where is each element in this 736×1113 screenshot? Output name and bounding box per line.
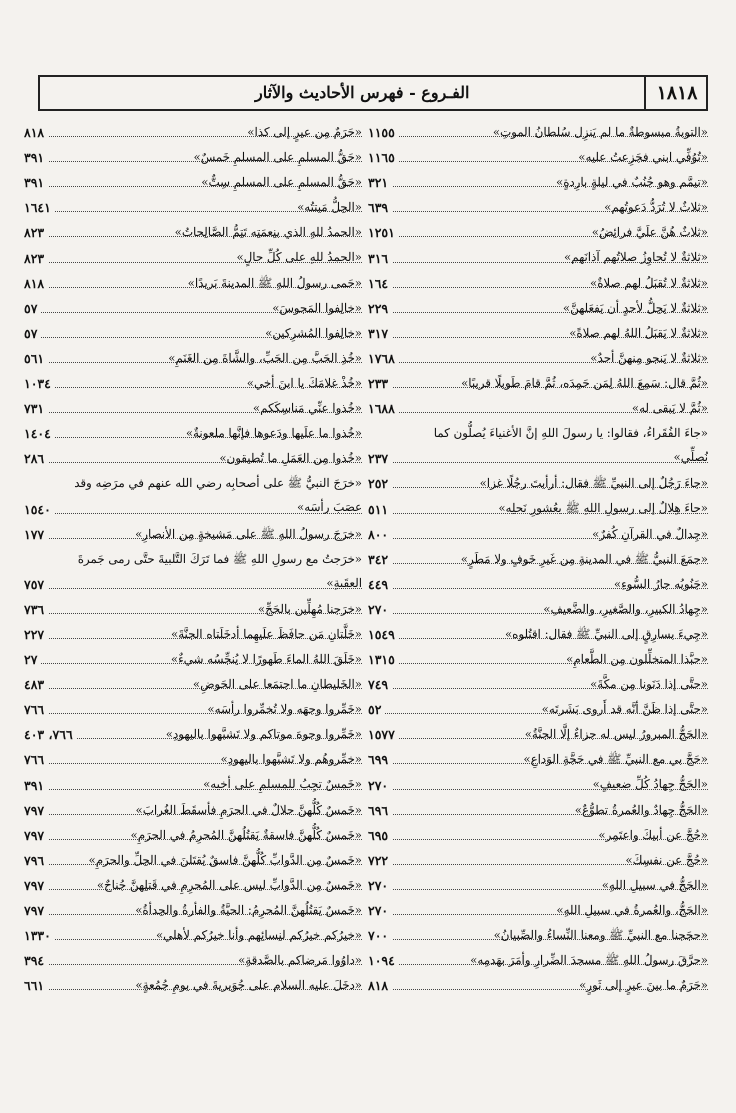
page-reference: ١٦٨٨ — [368, 396, 399, 421]
index-column-left — [24, 120, 362, 998]
index-entry — [368, 170, 708, 195]
index-entry — [24, 170, 362, 195]
hadith-text: «تيمَّم وهو جُنُبٌ في ليلةٍ بارِدةٍ» — [555, 175, 708, 190]
page-reference: ٢٢٩ — [368, 296, 392, 321]
hadith-text: «خَمسٌ مِن الدَّوابِّ كُلُّهنَّ فاسقٌ يُقتَلنَ في الحِلِّ والحرَمِ» — [88, 852, 362, 867]
hadith-text: «خرَجتُ مع رسولِ اللهِ ﷺ فما تَرَكَ التَّلبيةَ حتَّى رمى جَمرةَ العقَبةِ» — [77, 551, 362, 590]
page-reference: ٢٧٠ — [368, 873, 392, 898]
index-entry — [368, 597, 708, 622]
page-reference: ٨١٨ — [368, 973, 392, 998]
hadith-text: «جاءَ هِلالٌ إلى رسولِ اللهِ ﷺ بعُشورِ نَحلِه» — [498, 501, 708, 516]
index-entry — [24, 898, 362, 923]
page-reference: ١٠٣٤ — [24, 371, 55, 396]
hadith-text: «الحمدُ للهِ الذي بنِعمَتِه تَتِمُّ الصَّالِحاتُ» — [174, 225, 362, 240]
page-reference: ٧٥٧ — [24, 572, 48, 597]
page-reference: ٦٩٦ — [368, 798, 392, 823]
hadith-text: «الحِلُّ مَيتتُه» — [297, 200, 362, 215]
index-entry — [24, 873, 362, 898]
page-reference: ٧٩٦ — [24, 848, 48, 873]
page-reference: ٨١٨ — [24, 120, 48, 145]
index-entry — [368, 823, 708, 848]
hadith-text: «خُذوا ما علَيها ودَعوها فإنَّها ملعونةٌ» — [185, 426, 362, 441]
hadith-text: «خَمِّروا وجهَه ولا تُخمِّروا رأسَه» — [207, 702, 362, 717]
page-reference: ٣١٧ — [368, 321, 392, 346]
page-reference: ٧٩٧ — [24, 798, 48, 823]
page-reference: ٧٢٢ — [368, 848, 392, 873]
section-title: الفـروع - فهرس الأحاديث والآثار — [255, 83, 470, 102]
index-entry — [24, 672, 362, 697]
index-entry — [24, 120, 362, 145]
index-entry — [24, 923, 362, 948]
page-reference: ٧٠٠ — [368, 923, 392, 948]
hadith-text: «خُذوا عنِّي مَناسِكَكم» — [252, 401, 362, 416]
hadith-text: «داوُوا مَرضاكم بالصَّدقةِ» — [238, 953, 362, 968]
hadith-text: «التوبةُ مبسوطةٌ ما لم يَنزِل سُلطانُ الموتِ» — [492, 125, 708, 139]
index-entry — [24, 321, 362, 346]
hadith-text: «ثلاثٌ لا تُرَدُّ دَعوتُهم» — [604, 200, 708, 215]
hadith-text: «حَقُّ المسلمِ على المسلمِ سِتٌّ» — [201, 175, 362, 190]
hadith-text: «خرَجنا مُهِلِّين بالحَجِّ» — [257, 601, 362, 616]
hadith-text: «ثلاثةٌ لا يَنجو مِنهنَّ أحدٌ» — [590, 350, 708, 365]
hadith-text: «خُذْ غلامَكَ يا ابنَ أخي» — [246, 375, 362, 390]
page-reference: ١٠٩٤ — [368, 948, 399, 973]
hadith-text: «ثلاثةٌ لا تُجاوِزُ صلاتُهم آذانَهم» — [564, 250, 708, 265]
hadith-text: «ثُمَّ لا يَبقى له» — [631, 401, 708, 416]
page-reference: ٢٣٧ — [368, 446, 392, 471]
page-reference: ٢٧٠ — [368, 898, 392, 923]
hadith-text: «حَقُّ المسلمِ على المسلمِ خَمسٌ» — [193, 150, 362, 165]
hadith-text: «الحَجُّ، والعُمرةُ في سبيلِ اللهِ» — [556, 902, 708, 917]
index-entry — [368, 471, 708, 496]
hadith-text: «تُوُفِّي ابني فجَزِعتُ عليه» — [578, 150, 708, 165]
hadith-text: «جاءَ رَجُلٌ إلى النبيِّ ﷺ فقال: أرأيتَ رجُلًا غزا» — [479, 476, 708, 491]
hadith-text: «ثلاثةٌ لا تُقبَلُ لهم صلاةٌ» — [590, 275, 708, 290]
page-reference: ١٣١٥ — [368, 647, 399, 672]
hadith-text: «خالِفوا المُشرِكين» — [265, 325, 362, 340]
index-entry — [368, 496, 708, 521]
hadith-text: «جمَعَ النبيُّ ﷺ في المدينةِ مِن غَيرِ خَوفٍ ولا مَطَرٍ» — [460, 551, 708, 566]
page-reference: ١٥٤٠ — [24, 497, 55, 522]
index-entry — [368, 873, 708, 898]
index-entry — [24, 271, 362, 296]
page-reference: ١٦٤ — [368, 271, 392, 296]
index-entry — [24, 296, 362, 321]
hadith-text: «الحَجُّ جِهادٌ والعُمرةُ تطوُّعٌ» — [574, 802, 708, 817]
hadith-text: «جِهادُ الكبيرِ، والصَّغيرِ، والضَّعيفِ» — [543, 601, 708, 616]
index-entry — [24, 195, 362, 220]
page-reference: ٣٩١ — [24, 170, 48, 195]
index-entry — [24, 772, 362, 797]
page-reference: ٨١٨ — [24, 271, 48, 296]
index-entry — [368, 547, 708, 572]
index-entry — [368, 522, 708, 547]
page-reference: ١٥٧٧ — [368, 722, 399, 747]
page-reference: ٣٩١ — [24, 145, 48, 170]
page-reference: ٧٣١ — [24, 396, 48, 421]
page-reference: ٦٦١ — [24, 973, 48, 998]
hadith-text: «حُجَّ عن نفسِكَ» — [625, 852, 708, 867]
page-reference: ٢٧٠ — [368, 773, 392, 798]
index-entry — [368, 798, 708, 823]
index-entry — [24, 547, 362, 597]
hadith-text: «خمِّروهُم ولا تَشبَّهوا باليهودِ» — [220, 752, 362, 767]
page-reference: ١١٥٥ — [368, 120, 399, 145]
hadith-text: «ثلاثٌ هُنَّ علَيَّ فرائِضُ» — [591, 225, 708, 240]
page-reference: ٥٦١ — [24, 346, 48, 371]
index-entry — [368, 622, 708, 647]
hadith-text: «الخَليطانِ ما اجتمَعا على الحَوضِ» — [192, 677, 362, 692]
index-entry — [368, 572, 708, 597]
index-entry — [368, 647, 708, 672]
hadith-text: «خَمسٌ كُلُّهنَّ حلالٌ في الحرَمِ فأسقَطَ الغُرابَ» — [135, 802, 362, 817]
page-reference: ٢٣٣ — [368, 371, 392, 396]
page-reference: ٢٥٢ — [368, 471, 392, 496]
page-reference: ٤٤٩ — [368, 572, 392, 597]
index-entry — [24, 848, 362, 873]
hadith-text: «خُذِ الحَبَّ مِن الحَبِّ، والشَّاةَ مِن الغَنَمِ» — [168, 350, 362, 365]
page-reference: ١٧٧ — [24, 522, 48, 547]
page-reference: ٢٢٧ — [24, 622, 48, 647]
page-reference: ٥٧ — [24, 296, 41, 321]
index-entry — [368, 271, 708, 296]
index-entry — [24, 747, 362, 772]
index-entry — [368, 195, 708, 220]
index-entry — [368, 371, 708, 396]
page-reference: ٦٣٩ — [368, 195, 392, 220]
index-entry — [24, 697, 362, 722]
hadith-text: «حرَّقَ رسولُ اللهِ ﷺ مسجدَ الضِّرارِ وأمَرَ بهَدمِه» — [470, 953, 708, 968]
hadith-text: «حتَّى إذا دَنَونا مِن مكَّةَ» — [590, 677, 708, 692]
index-entry — [24, 622, 362, 647]
page-reference: ٣٩٤ — [24, 948, 48, 973]
page-reference: ١٦٤١ — [24, 195, 55, 220]
index-entry — [368, 772, 708, 797]
hadith-text: «جِدالٌ في القرآنِ كُفرٌ» — [592, 526, 708, 541]
page-reference: ٣٢١ — [368, 170, 392, 195]
page-reference: ١٣٣٠ — [24, 923, 55, 948]
hadith-text: «حَرَمٌ ما بينَ عيرٍ إلى ثَورٍ» — [579, 978, 708, 993]
page-reference: ١٢٥١ — [368, 220, 399, 245]
hadith-text: «خَمسٌ مِن الدَّوابِّ ليس على المُحرِمِ في قَتلِهنَّ جُناحٌ» — [96, 877, 362, 892]
index-entry — [24, 948, 362, 973]
page-reference: ٢٧ — [24, 647, 41, 672]
page-reference: ٧٦٦، ٤٠٣ — [24, 722, 77, 747]
hadith-text: «خَمسٌ كُلُّهنَّ فاسقةٌ يَقتُلُهنَّ المُحرِمُ في الحرَمِ» — [130, 827, 362, 842]
index-entry — [368, 321, 708, 346]
hadith-text: «حبَّذا المتخلِّلون مِن الطَّعامِ» — [566, 651, 708, 666]
index-entry — [368, 396, 708, 421]
hadith-text: «خُذوا مِن العَمَلِ ما تُطيقون» — [219, 451, 362, 466]
page-reference: ٦٩٥ — [368, 823, 392, 848]
page-reference: ٦٩٩ — [368, 747, 392, 772]
index-entry — [368, 722, 708, 747]
page-reference: ١٥٤٩ — [368, 622, 399, 647]
hadith-text: «خَمسٌ تجِبُ للمسلمِ على أخيه» — [203, 777, 362, 792]
index-column-right — [368, 120, 708, 998]
index-entry — [24, 371, 362, 396]
hadith-text: «ثلاثةٌ لا يَقبَلُ اللهُ لهم صلاةً» — [569, 325, 708, 340]
index-entry — [24, 220, 362, 245]
hadith-text: «حَمى رسولُ اللهِ ﷺ المدينةَ بَريدًا» — [187, 275, 362, 290]
page-reference: ١٧٦٨ — [368, 346, 399, 371]
hadith-text: «دخَلَ عليه السلام على جُوَيريةَ في يومِ جُمُعةٍ» — [135, 978, 362, 993]
index-entry — [368, 747, 708, 772]
hadith-text: «الحَجُّ في سبيلِ اللهِ» — [601, 877, 708, 892]
page-reference: ٢٨٦ — [24, 446, 48, 471]
hadith-text: «خَلَّتانِ مَن حافَظَ علَيهِما أدخَلَتاه الجنَّةَ» — [170, 626, 362, 641]
index-entry — [368, 898, 708, 923]
header-divider — [644, 77, 646, 109]
page-reference: ٤٨٣ — [24, 672, 48, 697]
hadith-text: «خَمسٌ يَقتُلُهنَّ المُحرِمُ: الحيَّةُ والفأرةُ والحِدأةُ» — [135, 902, 362, 917]
index-entry — [24, 647, 362, 672]
index-entry — [368, 296, 708, 321]
hadith-text: «خرَجَ النبيُّ ﷺ على أصحابِه رضي الله عنهم في مرَضِه وقد عصَبَ رأسَه» — [74, 476, 362, 515]
index-entry — [368, 245, 708, 270]
index-entry — [368, 697, 708, 722]
index-entry — [24, 798, 362, 823]
hadith-text: «خرَجَ رسولُ اللهِ ﷺ على مَشيخةٍ مِن الأنصارِ» — [135, 526, 362, 541]
hadith-text: «خالِفوا المَجوسَ» — [272, 300, 362, 315]
index-entry — [24, 245, 362, 270]
index-entry — [24, 446, 362, 471]
hadith-text: «ثلاثةٌ لا يَحِلُّ لأحدٍ أن يَفعَلهنَّ» — [562, 300, 708, 315]
index-entry — [368, 848, 708, 873]
page-reference: ٧٤٩ — [368, 672, 392, 697]
page-reference: ٢٧٠ — [368, 597, 392, 622]
hadith-text: «حتَّى إذا ظَنَّ أنَّه قد أَروى بَشَرتَه» — [541, 702, 708, 717]
page-reference: ٥٢ — [368, 697, 385, 722]
page-reference: ٧٣٦ — [24, 597, 48, 622]
index-entry — [24, 471, 362, 521]
page-reference: ١١٦٥ — [368, 145, 399, 170]
hadith-text: «الحمدُ للهِ على كُلِّ حالٍ» — [236, 250, 362, 265]
hadith-text: «حَرَمٌ مِن عيرٍ إلى كذا» — [247, 125, 362, 139]
hadith-text: «خَمِّروا وجوهَ موتاكم ولا تَشبَّهوا باليهودِ» — [165, 727, 362, 742]
hadith-text: «الحَجُّ المبرورُ ليس له جزاءٌ إلَّا الجنَّةُ» — [524, 727, 708, 742]
hadith-text: «خيرُكم خيرُكم لنِسائِهم وأنا خيرُكم لأهلي» — [155, 928, 362, 942]
page-reference: ٣١٦ — [368, 246, 392, 271]
index-entry — [24, 522, 362, 547]
hadith-text: «حجَجنا مع النبيِّ ﷺ ومعنا النِّساءُ والصِّبيانُ» — [493, 928, 708, 942]
index-entry — [368, 973, 708, 998]
index-entry — [24, 722, 362, 747]
index-entry — [24, 597, 362, 622]
index-entry — [24, 973, 362, 998]
hadith-text: «حَجَّ بي مع النبيِّ ﷺ في حَجَّةِ الوَداعِ» — [523, 752, 708, 767]
index-entry — [368, 421, 708, 471]
page-reference: ٧٩٧ — [24, 823, 48, 848]
hadith-text: «جَنُوبُه جارُ السُّوءِ» — [613, 576, 708, 591]
index-entry — [24, 396, 362, 421]
page-reference: ٨٢٣ — [24, 246, 48, 271]
page-reference: ٣٤٢ — [368, 547, 392, 572]
page-reference: ٧٩٧ — [24, 898, 48, 923]
hadith-text: «جِيءَ بسارِقٍ إلى النبيِّ ﷺ فقال: اقتُلوه» — [504, 626, 708, 641]
page-reference: ٨٠٠ — [368, 522, 392, 547]
hadith-text: «خَلَقَ اللهُ الماءَ طَهورًا لا يُنجِّسُه شيءٌ» — [170, 651, 362, 666]
hadith-text: «جاءَ الفُقَراءُ، فقالوا: يا رسولَ اللهِ إنَّ الأغنياءَ يُصلُّون كما نُصلِّي» — [433, 426, 708, 465]
index-entry — [368, 948, 708, 973]
page-header — [38, 75, 708, 111]
index-entry — [24, 346, 362, 371]
index-entry — [368, 145, 708, 170]
index-entry — [368, 672, 708, 697]
page-reference: ٣٩١ — [24, 773, 48, 798]
page-reference: ١٤٠٤ — [24, 421, 55, 446]
page-reference: ٧٦٦ — [24, 747, 48, 772]
index-entry — [368, 220, 708, 245]
index-entry — [368, 923, 708, 948]
hadith-text: «ثُمَّ قال: سَمِعَ اللهُ لِمَن حَمِدَه، ثُمَّ قامَ طَويلًا قريبًا» — [461, 375, 708, 390]
page-reference: ٧٦٦ — [24, 697, 48, 722]
index-entry — [368, 120, 708, 145]
page-reference: ٨٢٣ — [24, 220, 48, 245]
hadith-text: «حُجَّ عن أبيكَ واعتَمِر» — [598, 827, 708, 842]
index-entry — [24, 145, 362, 170]
hadith-text: «الحَجُّ جِهادُ كُلِّ ضعيفٍ» — [592, 777, 708, 792]
page-reference: ٧٩٧ — [24, 873, 48, 898]
index-entry — [368, 346, 708, 371]
page-number: ١٨١٨ — [656, 82, 698, 104]
page-reference: ٥١١ — [368, 497, 392, 522]
page-reference: ٥٧ — [24, 321, 41, 346]
index-entry — [24, 421, 362, 446]
index-entry — [24, 823, 362, 848]
